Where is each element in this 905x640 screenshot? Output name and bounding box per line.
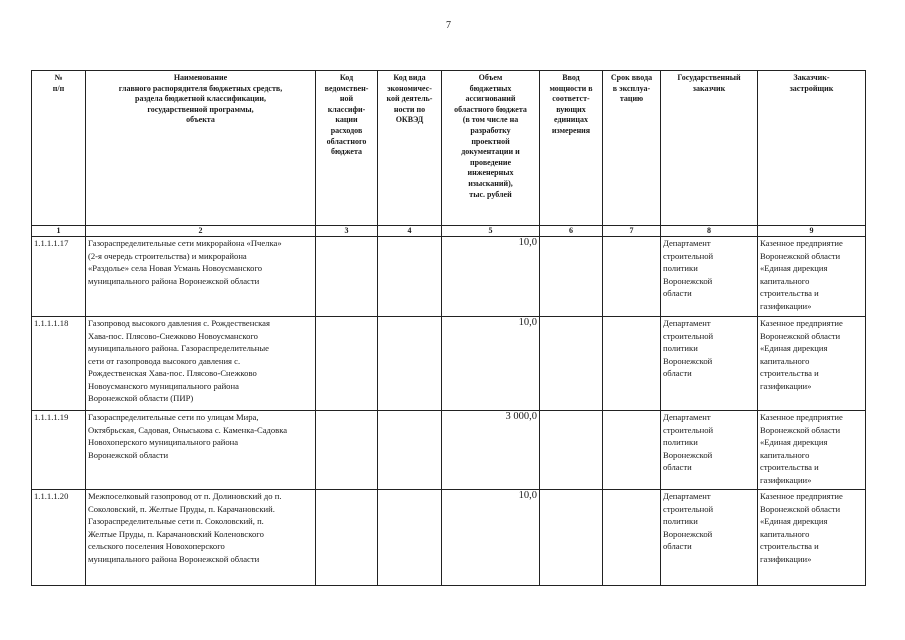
- row-okved: [378, 411, 442, 490]
- row-number: 1.1.1.1.19: [32, 411, 86, 490]
- header-customer: Государственный заказчик: [661, 71, 758, 226]
- row-amount: 10,0: [442, 317, 540, 411]
- header-name: Наименование главного распорядителя бюджетных средств, раздела бюджетной классификации, государственной программы, объекта: [86, 71, 316, 226]
- column-index: 6: [540, 226, 603, 237]
- header-dept-code: Код ведомствен- ной классифи- кации расходов областного бюджета: [316, 71, 378, 226]
- header-developer: Заказчик- застройщик: [758, 71, 866, 226]
- row-term: [603, 237, 661, 317]
- row-amount: 10,0: [442, 490, 540, 586]
- row-developer: Казенное предприятие Воронежской области «Единая дирекция капитального строительства и газификации»: [758, 490, 866, 586]
- column-index: 2: [86, 226, 316, 237]
- row-dept-code: [316, 490, 378, 586]
- row-developer: Казенное предприятие Воронежской области «Единая дирекция капитального строительства и газификации»: [758, 317, 866, 411]
- row-object-name: Газораспределительные сети по улицам Мира, Октябрьская, Садовая, Оныськова с. Каменка-Садовка Новохоперского муниципального района Воронежской области: [86, 411, 316, 490]
- row-term: [603, 490, 661, 586]
- table-row: [32, 237, 866, 317]
- row-object-name: Газопровод высокого давления с. Рождественская Хава-пос. Плясово-Снежково Новоусманского муниципального района. Газораспределительные сети от газопровода высокого давления с. Рождественская Хава-пос. Плясово-Снежково Новоусманского муниципального района Воронежской области (ПИР): [86, 317, 316, 411]
- column-index: 5: [442, 226, 540, 237]
- row-customer: Департамент строительной политики Воронежской области: [661, 237, 758, 317]
- header-okved: Код вида экономичес- кой деятель- ности по ОКВЭД: [378, 71, 442, 226]
- row-term: [603, 411, 661, 490]
- header-amount: Объем бюджетных ассигнований областного бюджета (в том числе на разработку проектной документации и проведение инженерных изысканий), тыс. рублей: [442, 71, 540, 226]
- row-customer: Департамент строительной политики Воронежской области: [661, 317, 758, 411]
- header-capacity: Ввод мощности в соответст- вующих единицах измерения: [540, 71, 603, 226]
- row-object-name: Межпоселковый газопровод от п. Долиновский до п. Соколовский, п. Желтые Пруды, п. Карачановский. Газораспределительные сети п. Соколовский, п. Желтые Пруды, п. Карачановский Коленовского сельского поселения Новохоперского муниципального района Воронежской области: [86, 490, 316, 586]
- row-term: [603, 317, 661, 411]
- row-number: 1.1.1.1.20: [32, 490, 86, 586]
- table-row: [32, 317, 866, 411]
- column-index: 1: [32, 226, 86, 237]
- row-dept-code: [316, 237, 378, 317]
- page-number: 7: [446, 20, 451, 31]
- column-index: 9: [758, 226, 866, 237]
- table-row: [32, 490, 866, 586]
- row-customer: Департамент строительной политики Воронежской области: [661, 411, 758, 490]
- row-developer: Казенное предприятие Воронежской области «Единая дирекция капитального строительства и газификации»: [758, 411, 866, 490]
- row-number: 1.1.1.1.17: [32, 237, 86, 317]
- row-okved: [378, 237, 442, 317]
- table-row: [32, 411, 866, 490]
- row-okved: [378, 490, 442, 586]
- table-header-row: [32, 71, 866, 226]
- row-capacity: [540, 490, 603, 586]
- row-okved: [378, 317, 442, 411]
- row-dept-code: [316, 411, 378, 490]
- column-index: 3: [316, 226, 378, 237]
- column-index: 4: [378, 226, 442, 237]
- row-object-name: Газораспределительные сети микрорайона «Пчелка» (2-я очередь строительства) и микрорайона «Раздолье» села Новая Усмань Новоусманского муниципального района Воронежской области: [86, 237, 316, 317]
- row-amount: 10,0: [442, 237, 540, 317]
- row-capacity: [540, 317, 603, 411]
- column-index: 8: [661, 226, 758, 237]
- header-term: Срок ввода в эксплуа- тацию: [603, 71, 661, 226]
- column-index-row: [32, 226, 866, 237]
- header-number: № п/п: [32, 71, 86, 226]
- row-customer: Департамент строительной политики Воронежской области: [661, 490, 758, 586]
- budget-table: [31, 70, 866, 586]
- row-dept-code: [316, 317, 378, 411]
- row-capacity: [540, 411, 603, 490]
- row-capacity: [540, 237, 603, 317]
- row-developer: Казенное предприятие Воронежской области «Единая дирекция капитального строительства и газификации»: [758, 237, 866, 317]
- row-number: 1.1.1.1.18: [32, 317, 86, 411]
- column-index: 7: [603, 226, 661, 237]
- row-amount: 3 000,0: [442, 411, 540, 490]
